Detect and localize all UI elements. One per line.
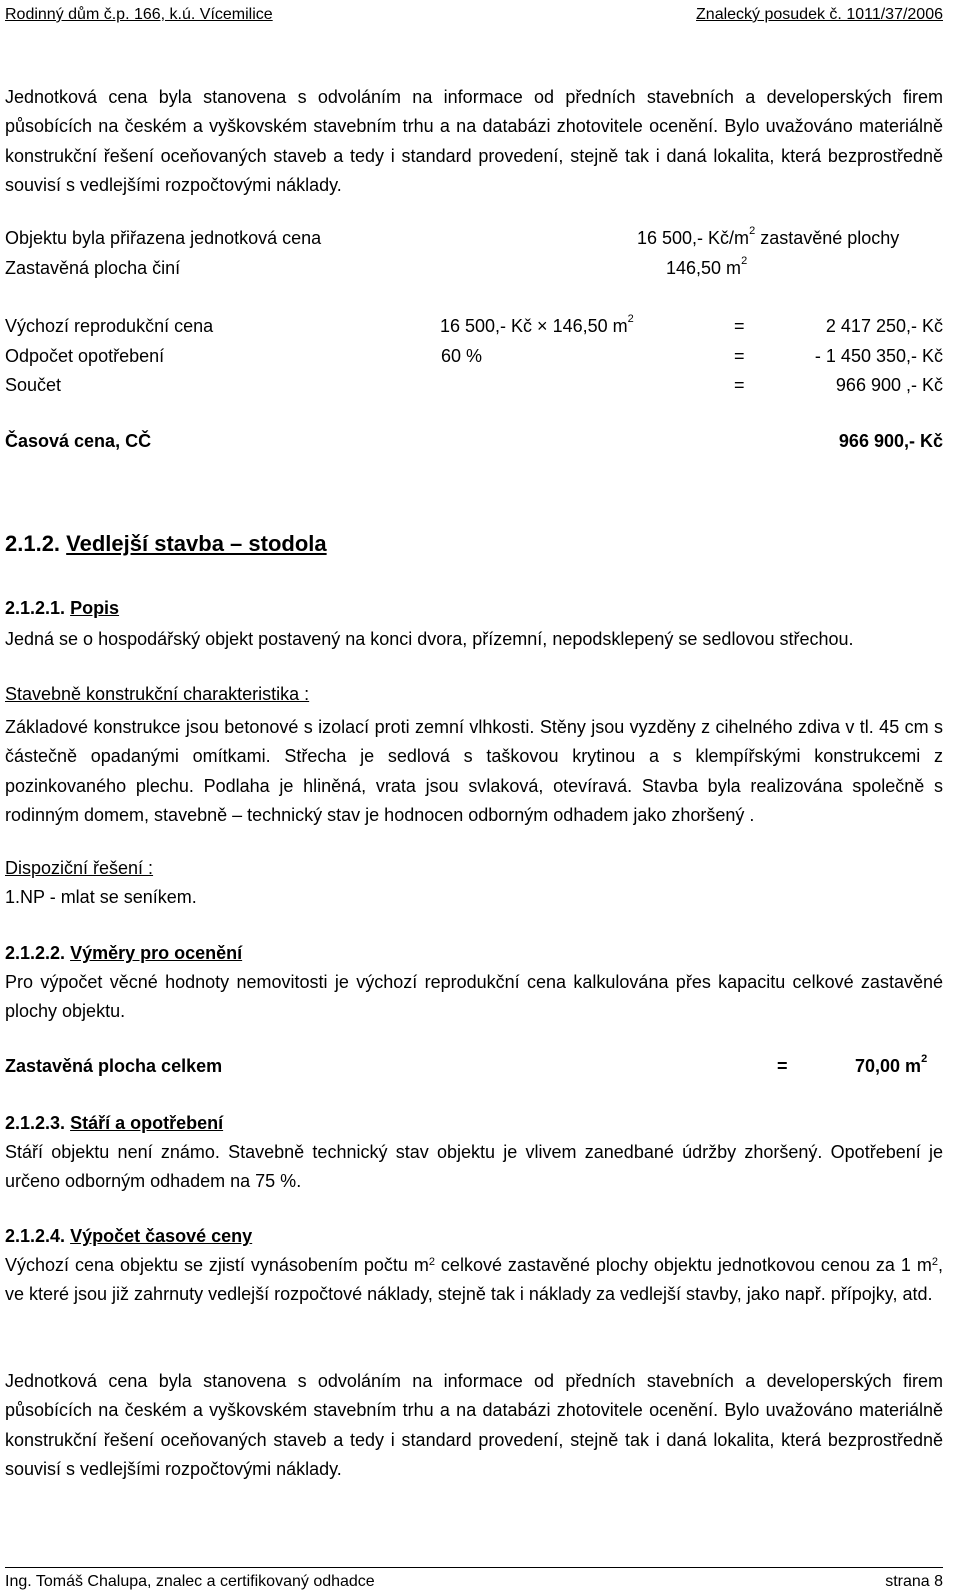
area-label: Zastavěná plocha činí: [5, 258, 181, 278]
reproduction-formula: 16 500,- Kč × 146,50 $m^2$: [440, 313, 634, 336]
vypocet-text: Výchozí cena objektu se zjistí vynásobením počtu $m^2$ celkové zastavěné plochy objektu jednotkovou cenou za 1 $m^2$, ve které jsou již zahrnuty vedlejší rozpočtové náklady, stejně tak i náklady za vedlejší stavby, jako např. přípojky, atd.: [5, 1255, 943, 1305]
layout-text: 1.NP - mlat se seníkem.: [5, 887, 197, 907]
wear-label: Odpočet opotřebení: [5, 346, 165, 366]
time-price-label: Časová cena, CČ: [5, 431, 152, 451]
header-left: Rodinný dům č.p. 166, k.ú. Vícemilice: [5, 6, 273, 23]
total-area-value: 70,00 $m^2$: [855, 1053, 928, 1076]
footer-left: Ing. Tomáš Chalupa, znalec a certifikovaný odhadce: [5, 1573, 375, 1590]
unit-price-value: 16 500,- $Kč/m^2$ zastavěné plochy: [637, 225, 900, 248]
sum-label: Součet: [5, 375, 62, 395]
sum-value: 966 900 ,- Kč: [835, 375, 943, 395]
popis-heading: 2.1.2.1. Popis: [5, 598, 120, 618]
sum-eq: =: [734, 375, 745, 395]
header-right: Znalecký posudek č. 1011/37/2006: [696, 6, 943, 23]
wear-value: - 1 450 350,- Kč: [814, 346, 943, 366]
total-area-eq: =: [777, 1056, 788, 1076]
construction-text: Základové konstrukce jsou betonové s izolací proti zemní vlhkosti. Stěny jsou vyzděny z cihelného zdiva v tl. 45 cm s částečně opadanými omítkami. Střecha je sedlová s taškovou krytinou a s klempířskými konstrukcemi z pozinkovaného plechu. Podlaha je hliněná, vrata jsou svlaková, otevíravá. Stavba byla realizována společně s rodinným domem, stavebně – technický stav je hodnocen odborným odhadem jako zhoršený .: [5, 717, 943, 826]
area-value: 146,50 $m^2$: [666, 255, 748, 278]
time-price-value: 966 900,- Kč: [838, 431, 943, 451]
total-area-label: Zastavěná plocha celkem: [5, 1056, 223, 1076]
vymery-heading: 2.1.2.2. Výměry pro ocenění: [5, 943, 243, 963]
reproduction-label: Výchozí reprodukční cena: [5, 316, 214, 336]
footer-divider: [5, 1567, 943, 1568]
closing-paragraph: Jednotková cena byla stanovena s odvoláním na informace od předních stavebních a developerských firem působících na českém a vyškovském stavebním trhu a na databázi zhotovitele ocenění. Bylo uvažováno materiálně konstrukční řešení oceňovaných staveb a tedy i standard provedení, stejně tak i daná lokalita, která bezprostředně souvisí s vedlejšími rozpočtovými náklady.: [5, 1371, 943, 1480]
footer-right: strana 8: [885, 1573, 943, 1590]
unit-price-label: Objektu byla přiřazena jednotková cena: [5, 228, 322, 248]
stari-heading: 2.1.2.3. Stáří a opotřebení: [5, 1113, 224, 1133]
reproduction-value: 2 417 250,- Kč: [825, 316, 943, 336]
intro-paragraph: Jednotková cena byla stanovena s odvoláním na informace od předních stavebních a developerských firem působících na českém a vyškovském stavebním trhu a na databázi zhotovitele ocenění. Bylo uvažováno materiálně konstrukční řešení oceňovaných staveb a tedy i standard provedení, stejně tak i daná lokalita, která bezprostředně souvisí s vedlejšími rozpočtovými náklady.: [5, 87, 943, 196]
popis-text: Jedná se o hospodářský objekt postavený na konci dvora, přízemní, nepodsklepený se sedlovou střechou.: [5, 629, 854, 649]
layout-heading: Dispoziční řešení :: [5, 858, 154, 878]
wear-eq: =: [734, 346, 745, 366]
section-heading: 2.1.2. Vedlejší stavba – stodola: [5, 531, 327, 556]
reproduction-eq: =: [734, 316, 745, 336]
wear-percent: 60 %: [441, 346, 483, 366]
vypocet-heading: 2.1.2.4. Výpočet časové ceny: [5, 1226, 253, 1246]
construction-heading: Stavebně konstrukční charakteristika :: [5, 684, 310, 704]
stari-text: Stáří objektu není známo. Stavebně technický stav objektu je vlivem zanedbané údržby zhoršený. Opotřebení je určeno odborným odhadem na 75 %.: [5, 1142, 943, 1192]
vymery-text: Pro výpočet věcné hodnoty nemovitosti je výchozí reprodukční cena kalkulována přes kapacitu celkové zastavěné plochy objektu.: [5, 972, 943, 1022]
